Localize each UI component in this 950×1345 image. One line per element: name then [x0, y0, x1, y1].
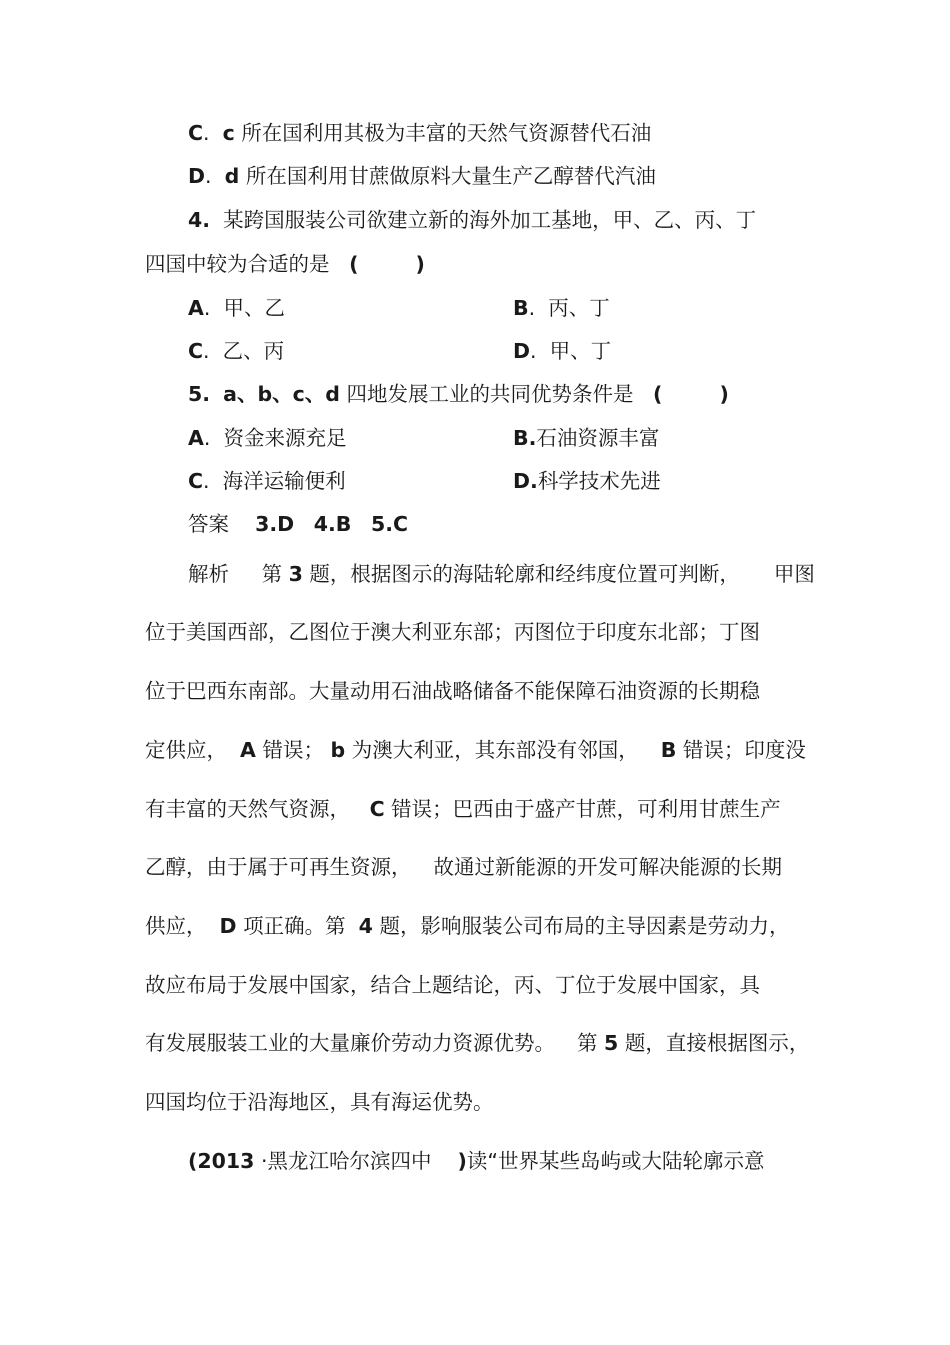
- analysis-text: 题，根据图示的海陆轮廓和经纬度位置可判断，: [309, 562, 740, 586]
- question-text: 某跨国服装公司欲建立新的海外加工基地，甲、乙、丙、丁: [223, 208, 757, 232]
- option-sep: .: [205, 164, 212, 188]
- question-text: 四国中较为合适的是: [145, 252, 330, 276]
- q4-stem-line1: [188, 206, 756, 234]
- answer-item: 5.C: [370, 512, 409, 536]
- analysis-text: 第: [261, 562, 283, 586]
- option-text: 甲、丁: [549, 339, 612, 363]
- option-text: 科学技术先进: [537, 469, 661, 493]
- analysis-text: 乙醇，由于属于可再生资源，: [145, 855, 412, 879]
- question-text: 四地发展工业的共同优势条件是: [346, 382, 634, 406]
- analysis-line-3: [145, 677, 760, 705]
- option-letter: C: [188, 339, 204, 363]
- intro-text: 读“世界某些岛屿或大陆轮廓示意: [466, 1149, 765, 1173]
- analysis-line-10: [145, 1088, 494, 1116]
- source-close: ): [457, 1149, 467, 1173]
- q4-option-b: [513, 294, 610, 322]
- option-var: c: [222, 121, 235, 145]
- option-sep: .: [203, 121, 210, 145]
- answer-item: 3.D: [255, 512, 295, 536]
- analysis-letter: D: [219, 914, 237, 938]
- option-letter: B: [513, 296, 529, 320]
- analysis-line-7: [145, 912, 789, 940]
- q4-option-c: [188, 339, 284, 363]
- analysis-text: 错误；印度没: [682, 738, 806, 762]
- q5-options-row1: [188, 424, 888, 452]
- analysis-text: 项正确。第: [243, 914, 346, 938]
- source-school: ·黑龙江哈尔滨四中: [260, 1149, 432, 1173]
- option-letter: A: [188, 296, 204, 320]
- analysis-letter: b: [330, 738, 346, 762]
- analysis-num: 3: [288, 562, 303, 586]
- q5-options-row2: [188, 467, 888, 495]
- answer-blank: ( ): [653, 382, 729, 406]
- option-letter: A: [188, 426, 204, 450]
- q3-option-c: [188, 119, 651, 147]
- analysis-text: 位于巴西东南部。大量动用石油战略储备不能保障石油资源的长期稳: [145, 679, 760, 703]
- analysis-text: 有丰富的天然气资源，: [145, 797, 350, 821]
- analysis-line-6: [145, 853, 782, 881]
- analysis-letter: C: [369, 797, 385, 821]
- option-sep: .: [530, 339, 537, 363]
- analysis-line-8: [145, 971, 760, 999]
- option-letter: D: [188, 164, 206, 188]
- analysis-text: 错误；巴西由于盛产甘蔗，可利用甘蔗生产: [391, 797, 781, 821]
- analysis-text: 错误；: [262, 738, 324, 762]
- analysis-text: 题，直接根据图示，: [624, 1031, 810, 1055]
- analysis-text: 为澳大利亚，其东部没有邻国，: [351, 738, 639, 762]
- analysis-text: 位于美国西部，乙图位于澳大利亚东部；丙图位于印度东北部；丁图: [145, 620, 760, 644]
- option-letter: D.: [513, 469, 538, 493]
- q4-option-d: [513, 337, 611, 365]
- answer-blank: ( ): [349, 252, 425, 276]
- analysis-text: 故通过新能源的开发可解决能源的长期: [433, 855, 782, 879]
- option-letter: D: [513, 339, 531, 363]
- option-sep: .: [528, 296, 536, 320]
- option-text: 甲、乙: [223, 296, 285, 320]
- analysis-text: 有发展服装工业的大量廉价劳动力资源优势。: [145, 1031, 555, 1055]
- q4-stem-line2: [145, 250, 425, 278]
- answer-line: [188, 510, 408, 538]
- option-var: d: [224, 164, 240, 188]
- option-letter: B.: [513, 426, 537, 450]
- q4-options-row2: [188, 337, 888, 365]
- option-text: 乙、丙: [222, 339, 285, 363]
- option-text: 丙、丁: [548, 296, 610, 320]
- answer-label: 答案: [188, 512, 229, 536]
- answer-item: 4.B: [313, 512, 352, 536]
- analysis-line-2: [145, 618, 760, 646]
- source-year: (2013: [188, 1149, 255, 1173]
- analysis-text: 四国均位于沿海地区，具有海运优势。: [145, 1090, 494, 1114]
- q5-option-b: [513, 424, 659, 452]
- analysis-text: 第: [577, 1031, 598, 1055]
- option-text: 海洋运输便利: [222, 469, 346, 493]
- option-letter: C: [188, 121, 204, 145]
- analysis-text: 题，影响服装公司布局的主导因素是劳动力，: [379, 914, 790, 938]
- option-text: 资金来源充足: [223, 426, 347, 450]
- option-text: 石油资源丰富: [536, 426, 660, 450]
- analysis-line-5: [145, 795, 781, 823]
- analysis-letter: B: [660, 738, 677, 762]
- analysis-num: 5: [604, 1031, 619, 1055]
- analysis-text: 甲图: [773, 562, 815, 586]
- option-sep: .: [203, 469, 210, 493]
- analysis-text: 供应，: [145, 914, 207, 938]
- analysis-line-9: [145, 1029, 809, 1057]
- option-sep: .: [203, 296, 211, 320]
- option-sep: .: [203, 426, 211, 450]
- q4-options-row1: [188, 294, 888, 322]
- next-question-intro: [188, 1147, 765, 1175]
- option-letter: C: [188, 469, 204, 493]
- q5-stem: [188, 380, 729, 408]
- q5-option-c: [188, 469, 346, 493]
- analysis-letter: A: [240, 738, 256, 762]
- analysis-text: 定供应，: [145, 738, 227, 762]
- analysis-line-1: [188, 560, 815, 588]
- analysis-num: 4: [358, 914, 373, 938]
- analysis-text: 故应布局于发展中国家，结合上题结论，丙、丁位于发展中国家，具: [145, 973, 760, 997]
- question-number: 5.: [188, 382, 211, 406]
- q5-option-a: [188, 426, 346, 450]
- q3-option-d: [188, 162, 656, 190]
- option-text: 所在国利用甘蔗做原料大量生产乙醇替代汽油: [245, 164, 656, 188]
- question-number: 4.: [188, 208, 211, 232]
- analysis-label: 解析: [188, 562, 229, 586]
- q5-option-d: [513, 467, 661, 495]
- question-vars: a、b、c、d: [223, 382, 340, 406]
- option-text: 所在国利用其极为丰富的天然气资源替代石油: [241, 121, 652, 145]
- option-sep: .: [203, 339, 210, 363]
- analysis-line-4: [145, 736, 806, 764]
- q4-option-a: [188, 296, 285, 320]
